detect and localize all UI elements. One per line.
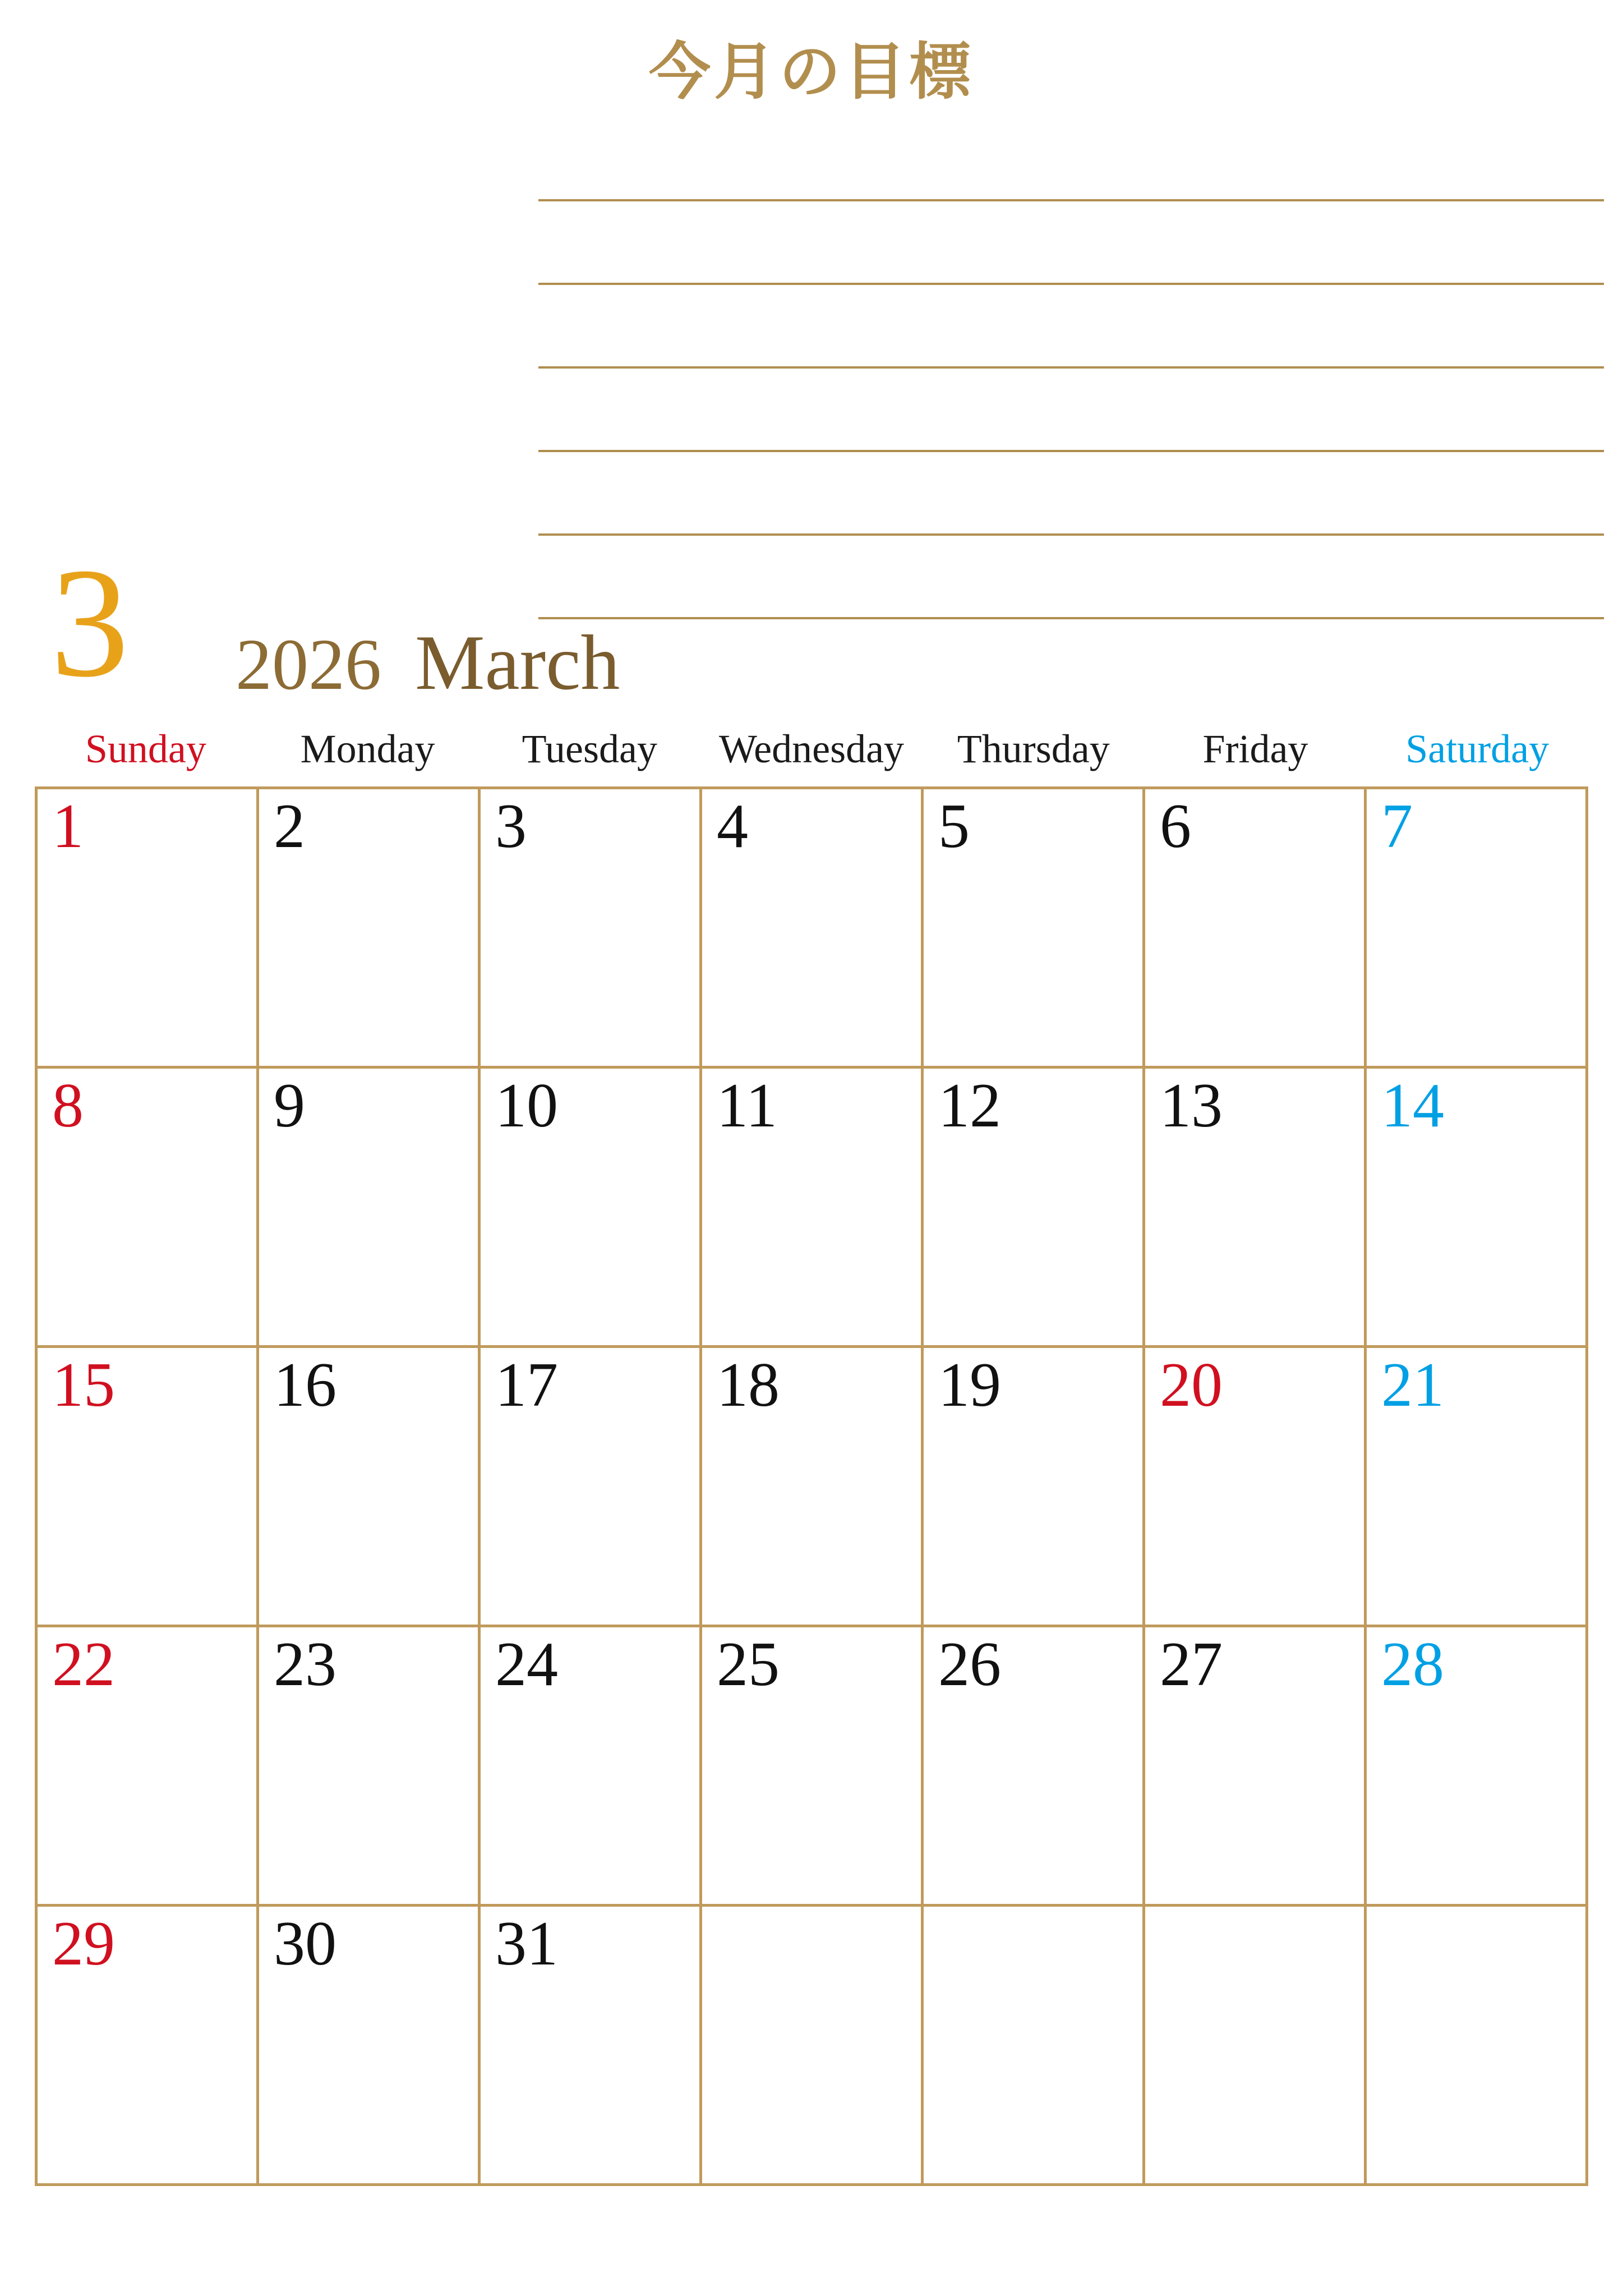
- day-number: 29: [52, 1909, 115, 1978]
- day-cell[interactable]: [702, 789, 924, 1069]
- day-number: 12: [938, 1071, 1001, 1140]
- day-cell[interactable]: [1145, 789, 1367, 1069]
- day-number: 21: [1381, 1350, 1444, 1420]
- goal-line[interactable]: [538, 201, 1604, 285]
- day-number: 26: [938, 1630, 1001, 1699]
- calendar-week-row: [38, 1348, 1588, 1627]
- day-number: 2: [274, 792, 305, 861]
- day-number: 31: [495, 1909, 558, 1978]
- day-cell[interactable]: [259, 1627, 481, 1907]
- day-cell[interactable]: [1367, 1627, 1588, 1907]
- calendar-grid: [35, 786, 1588, 2186]
- day-cell[interactable]: [924, 789, 1145, 1069]
- calendar-week-row: [38, 1907, 1588, 2186]
- day-cell[interactable]: [259, 789, 481, 1069]
- month-number: 3: [50, 535, 129, 710]
- day-cell[interactable]: [1367, 1348, 1588, 1627]
- day-number: 22: [52, 1630, 115, 1699]
- day-number: 6: [1160, 792, 1191, 861]
- monthly-goals-section: [0, 0, 1623, 555]
- day-cell[interactable]: [924, 1348, 1145, 1627]
- day-cell[interactable]: [1145, 1348, 1367, 1627]
- day-number: 19: [938, 1350, 1001, 1420]
- day-cell[interactable]: [259, 1907, 481, 2186]
- day-cell[interactable]: [38, 1627, 259, 1907]
- day-cell[interactable]: [481, 1627, 702, 1907]
- weekday-header-row: [35, 724, 1588, 774]
- month-heading: [39, 535, 1587, 712]
- day-cell[interactable]: [481, 789, 702, 1069]
- day-cell-empty: [924, 1907, 1145, 2186]
- day-number: 7: [1381, 792, 1413, 861]
- day-number: 27: [1160, 1630, 1223, 1699]
- day-cell[interactable]: [702, 1069, 924, 1348]
- day-number: 14: [1381, 1071, 1444, 1140]
- weekday-header-tuesday: Tuesday: [522, 726, 657, 771]
- day-cell-empty: [1367, 1907, 1588, 2186]
- day-cell[interactable]: [38, 1907, 259, 2186]
- day-cell[interactable]: [38, 1348, 259, 1627]
- day-cell-empty: [1145, 1907, 1367, 2186]
- day-cell[interactable]: [259, 1348, 481, 1627]
- calendar-week-row: [38, 1627, 1588, 1907]
- day-number: 1: [52, 792, 84, 861]
- weekday-header-thursday: Thursday: [957, 726, 1110, 771]
- day-cell[interactable]: [481, 1348, 702, 1627]
- day-number: 4: [717, 792, 748, 861]
- day-cell[interactable]: [38, 1069, 259, 1348]
- weekday-header-saturday: Saturday: [1405, 726, 1550, 771]
- weekday-header-sunday: Sunday: [85, 726, 206, 771]
- day-cell[interactable]: [481, 1069, 702, 1348]
- day-number: 25: [717, 1630, 780, 1699]
- calendar-week-row: [38, 1069, 1588, 1348]
- day-number: 17: [495, 1350, 558, 1420]
- day-number: 30: [274, 1909, 336, 1978]
- day-cell[interactable]: [481, 1907, 702, 2186]
- day-number: 10: [495, 1071, 558, 1140]
- goal-line[interactable]: [538, 285, 1604, 369]
- day-cell[interactable]: [702, 1348, 924, 1627]
- day-number: 11: [717, 1071, 777, 1140]
- day-number: 3: [495, 792, 527, 861]
- calendar-year: 2026: [236, 624, 381, 705]
- day-cell[interactable]: [924, 1627, 1145, 1907]
- goal-writing-lines: [538, 118, 1604, 619]
- day-cell[interactable]: [1367, 789, 1588, 1069]
- day-number: 28: [1381, 1630, 1444, 1699]
- day-cell[interactable]: [702, 1627, 924, 1907]
- weekday-header-monday: Monday: [300, 726, 435, 771]
- month-name: March: [415, 619, 620, 706]
- day-cell[interactable]: [38, 789, 259, 1069]
- day-number: 5: [938, 792, 970, 861]
- day-cell-empty: [702, 1907, 924, 2186]
- day-number: 16: [274, 1350, 336, 1420]
- day-cell[interactable]: [924, 1069, 1145, 1348]
- day-cell[interactable]: [1145, 1069, 1367, 1348]
- day-cell[interactable]: [1145, 1627, 1367, 1907]
- goal-line[interactable]: [538, 452, 1604, 536]
- day-number: 9: [274, 1071, 305, 1140]
- day-number: 15: [52, 1350, 115, 1420]
- day-cell[interactable]: [259, 1069, 481, 1348]
- day-number: 24: [495, 1630, 558, 1699]
- day-number: 18: [717, 1350, 780, 1420]
- day-number: 20: [1160, 1350, 1223, 1420]
- goal-line[interactable]: [538, 369, 1604, 452]
- calendar: [35, 724, 1588, 2186]
- monthly-goals-title: 今月の目標: [649, 36, 974, 108]
- weekday-header-wednesday: Wednesday: [718, 726, 905, 771]
- weekday-header-friday: Friday: [1202, 726, 1308, 771]
- day-number: 13: [1160, 1071, 1223, 1140]
- day-cell[interactable]: [1367, 1069, 1588, 1348]
- day-number: 8: [52, 1071, 84, 1140]
- calendar-week-row: [38, 789, 1588, 1069]
- day-number: 23: [274, 1630, 336, 1699]
- goal-line[interactable]: [538, 118, 1604, 201]
